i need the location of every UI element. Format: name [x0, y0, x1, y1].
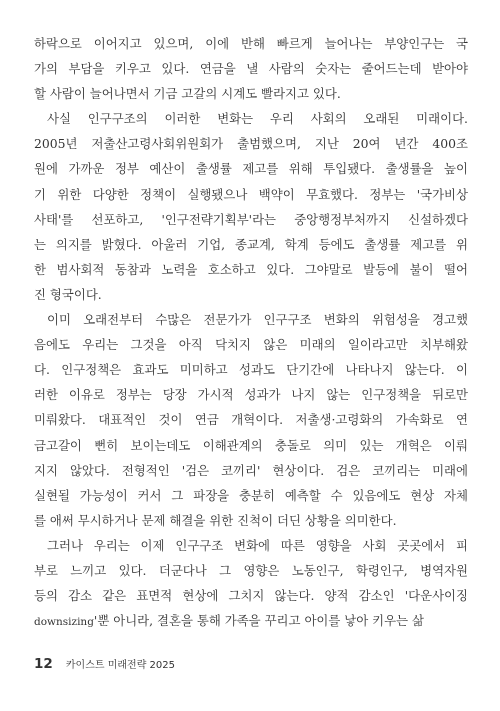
text-line: 를 애써 무시하거나 문제 해결을 위한 진척이 더딘 상황을 의미한다. [34, 512, 397, 528]
text-line: 금고갈이 뻔히 보이는데도 이해관계의 충돌로 의미 있는 개혁은 이뤄 [34, 437, 468, 453]
text-line: 부로 느끼고 있다. 더군다나 그 영향은 노동인구, 학령인구, 병역자원 [34, 562, 468, 578]
page-body [34, 31, 468, 633]
page-footer [34, 654, 175, 672]
text-line: 미뤄왔다. 대표적인 것이 연금 개혁이다. 저출생·고령화의 가속화로 연 [34, 412, 468, 428]
text-line: 는 의지를 밝혔다. 아울러 기업, 종교계, 학계 등에도 출생률 제고를 위 [34, 236, 468, 252]
text-line: 원에 가까운 정부 예산이 출생률 제고를 위해 투입됐다. 출생률을 높이 [34, 161, 468, 177]
paragraph [34, 31, 468, 106]
paragraph [34, 533, 468, 633]
latin-term: downsizing [34, 616, 94, 629]
text-line: 가의 부담을 키우고 있다. 연금을 낼 사람의 숫자는 줄어드는데 받아야 [34, 61, 468, 77]
text-line: 지지 않았다. 전형적인 '검은 코끼리' 현상이다. 검은 코끼리는 미래에 [34, 462, 468, 478]
text-line-rest: '뿐 아니라, 결혼을 통해 가족을 꾸리고 아이를 낳아 키우는 삶 [93, 613, 424, 629]
paragraph [34, 307, 468, 533]
running-title: 카이스트 미래전략 2025 [65, 660, 175, 671]
text-line: 기 위한 다양한 정책이 실행됐으나 백약이 무효했다. 정부는 '국가비상 [34, 186, 468, 202]
text-line: 하락으로 이어지고 있으며, 이에 반해 빠르게 늘어나는 부양인구는 국 [34, 36, 468, 51]
page-number: 12 [34, 656, 53, 672]
text-line: 실현될 가능성이 커서 그 파장을 충분히 예측할 수 있음에도 현상 자체 [34, 487, 468, 503]
text-line: 등의 감소 같은 표면적 현상에 그치지 않는다. 양적 감소인 '다운사이징 [34, 588, 468, 604]
paragraph [34, 106, 468, 307]
text-line: 한 범사회적 동참과 노력을 호소하고 있다. 그야말로 발등에 불이 떨어 [34, 261, 468, 277]
text-line: 그러나 우리는 이제 인구구조 변화에 따른 영향을 사회 곳곳에서 피 [47, 537, 468, 553]
text-line: 2005년 저출산고령사회위원회가 출범했으며, 지난 20여 년간 400조 [34, 136, 468, 152]
text-line: 사태'를 선포하고, '인구전략기획부'라는 중앙행정부처까지 신설하겠다 [34, 211, 468, 227]
text-line: 음에도 우리는 그것을 아직 닥치지 않은 미래의 일이라고만 치부해왔 [34, 337, 468, 353]
text-line: 러한 이유로 정부는 당장 가시적 성과가 나지 않는 인구정책을 뒤로만 [34, 387, 468, 403]
text-line: 할 사람이 늘어나면서 기금 고갈의 시계도 빨라지고 있다. [34, 86, 341, 102]
text-line: 이미 오래전부터 수많은 전문가가 인구구조 변화의 위험성을 경고했 [47, 312, 468, 328]
text-line: 사실 인구구조의 이러한 변화는 우리 사회의 오래된 미래이다. [47, 111, 468, 127]
text-line: 진 형국이다. [34, 286, 102, 302]
text-line [34, 608, 468, 633]
text-line: 다. 인구정책은 효과도 미미하고 성과도 단기간에 나타나지 않는다. 이 [34, 362, 468, 378]
